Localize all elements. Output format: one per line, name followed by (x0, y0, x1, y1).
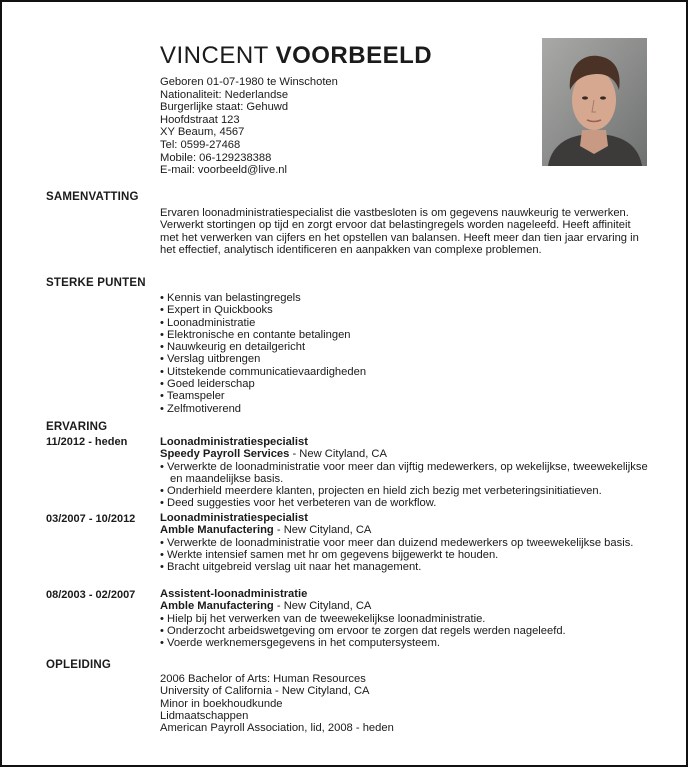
strengths-heading: STERKE PUNTEN (46, 277, 146, 289)
company-name: Amble Manufactering (160, 524, 274, 537)
nationality-line: Nationaliteit: Nederlandse (160, 88, 289, 101)
company-name: Speedy Payroll Services (160, 448, 290, 461)
marital-status-line: Burgerlijke staat: Gehuwd (160, 101, 289, 114)
list-item: • Zelfmotiverend (160, 403, 650, 415)
degree-line: 2006 Bachelor of Arts: Human Resources (160, 673, 366, 685)
company-name: Amble Manufactering (160, 600, 274, 613)
list-item: • Hielp bij het verwerken van de tweewekelijkse loonadministratie. (160, 613, 650, 625)
list-item: • Loonadministratie (160, 317, 650, 329)
candidate-name (160, 42, 432, 70)
company-location: - New Cityland, CA (289, 448, 387, 461)
list-item: • Teamspeler (160, 390, 650, 402)
first-name: VINCENT (160, 42, 269, 69)
list-item: • Werkte intensief samen met hr om gegevens bijgewerkt te houden. (160, 549, 650, 561)
list-item: • Nauwkeurig en detailgericht (160, 341, 650, 353)
company-location: - New Cityland, CA (273, 524, 372, 537)
list-item: • Goed leiderschap (160, 378, 650, 390)
list-item: • Verslag uitbrengen (160, 353, 650, 365)
postal-line: XY Beaum, 4567 (160, 126, 245, 139)
summary-heading: SAMENVATTING (46, 191, 139, 203)
job-dates: 11/2012 - heden (46, 436, 128, 448)
company-location: - New Cityland, CA (273, 600, 372, 613)
job-entry (160, 588, 650, 649)
list-item: • Onderhield meerdere klanten, projecten en hield zich bezig met verbeteringsinitiatieven. (160, 485, 650, 497)
job-entry (160, 436, 650, 510)
list-item: • Onderzocht arbeidswetgeving om ervoor te zorgen dat regels werden nageleefd. (160, 625, 650, 637)
street-line: Hoofdstraat 123 (160, 113, 240, 126)
summary-text: Ervaren loonadministratiespecialist die vastbesloten is om gegevens nauwkeurig te verwerken. Verwerkt stortingen op tijd en zorgt ervoor dat belastingregels worden nageleefd. Heeft affiniteit met het verwerken van cijfers en het opstellen van balansen. Heeft meer dan tien jaar ervaring in het effectief, analytisch identificeren en aanpakken van complexe problemen. (160, 207, 639, 256)
university-line: University of California - New Cityland, CA (160, 685, 370, 698)
list-item: • Elektronische en contante betalingen (160, 329, 650, 341)
last-name: VOORBEELD (275, 42, 433, 69)
job-dates: 08/2003 - 02/2007 (46, 589, 136, 601)
job-employer (160, 600, 650, 612)
list-item: • Verwerkte de loonadministratie voor meer dan vijftig medewerkers, op wekelijkse, tweewekelijkse en maandelijkse basis. (160, 461, 650, 486)
job-entry (160, 512, 650, 573)
birth-line: Geboren 01-07-1980 te Winschoten (160, 76, 338, 88)
mobile-line: Mobile: 06-129238388 (160, 151, 272, 164)
job-employer (160, 448, 650, 460)
job-title: Loonadministratiespecialist (160, 436, 308, 448)
list-item: • Expert in Quickbooks (160, 304, 650, 316)
memberships-label: Lidmaatschappen (160, 709, 249, 722)
contact-details (160, 76, 338, 177)
education-details (160, 673, 650, 734)
job-title: Assistent-loonadministratie (160, 588, 308, 600)
job-employer (160, 524, 650, 536)
list-item: • Uitstekende communicatievaardigheden (160, 366, 650, 378)
list-item: • Bracht uitgebreid verslag uit naar het management. (160, 561, 650, 573)
email-line: E-mail: voorbeeld@live.nl (160, 164, 288, 177)
portrait-illustration (542, 38, 647, 166)
strengths-list (160, 292, 650, 415)
job-dates: 03/2007 - 10/2012 (46, 513, 136, 525)
list-item: • Kennis van belastingregels (160, 292, 650, 304)
membership-line: American Payroll Association, lid, 2008 - heden (160, 722, 394, 735)
job-title: Loonadministratiespecialist (160, 512, 308, 524)
minor-line: Minor in boekhoudkunde (160, 697, 283, 710)
experience-heading: ERVARING (46, 421, 108, 433)
phone-line: Tel: 0599-27468 (160, 138, 241, 151)
education-heading: OPLEIDING (46, 659, 112, 671)
profile-photo (542, 38, 647, 166)
list-item: • Deed suggesties voor het verbeteren van de workflow. (160, 497, 650, 509)
list-item: • Voerde werknemersgegevens in het computersysteem. (160, 637, 650, 649)
list-item: • Verwerkte de loonadministratie voor meer dan duizend medewerkers op tweewekelijkse basis. (160, 537, 650, 549)
